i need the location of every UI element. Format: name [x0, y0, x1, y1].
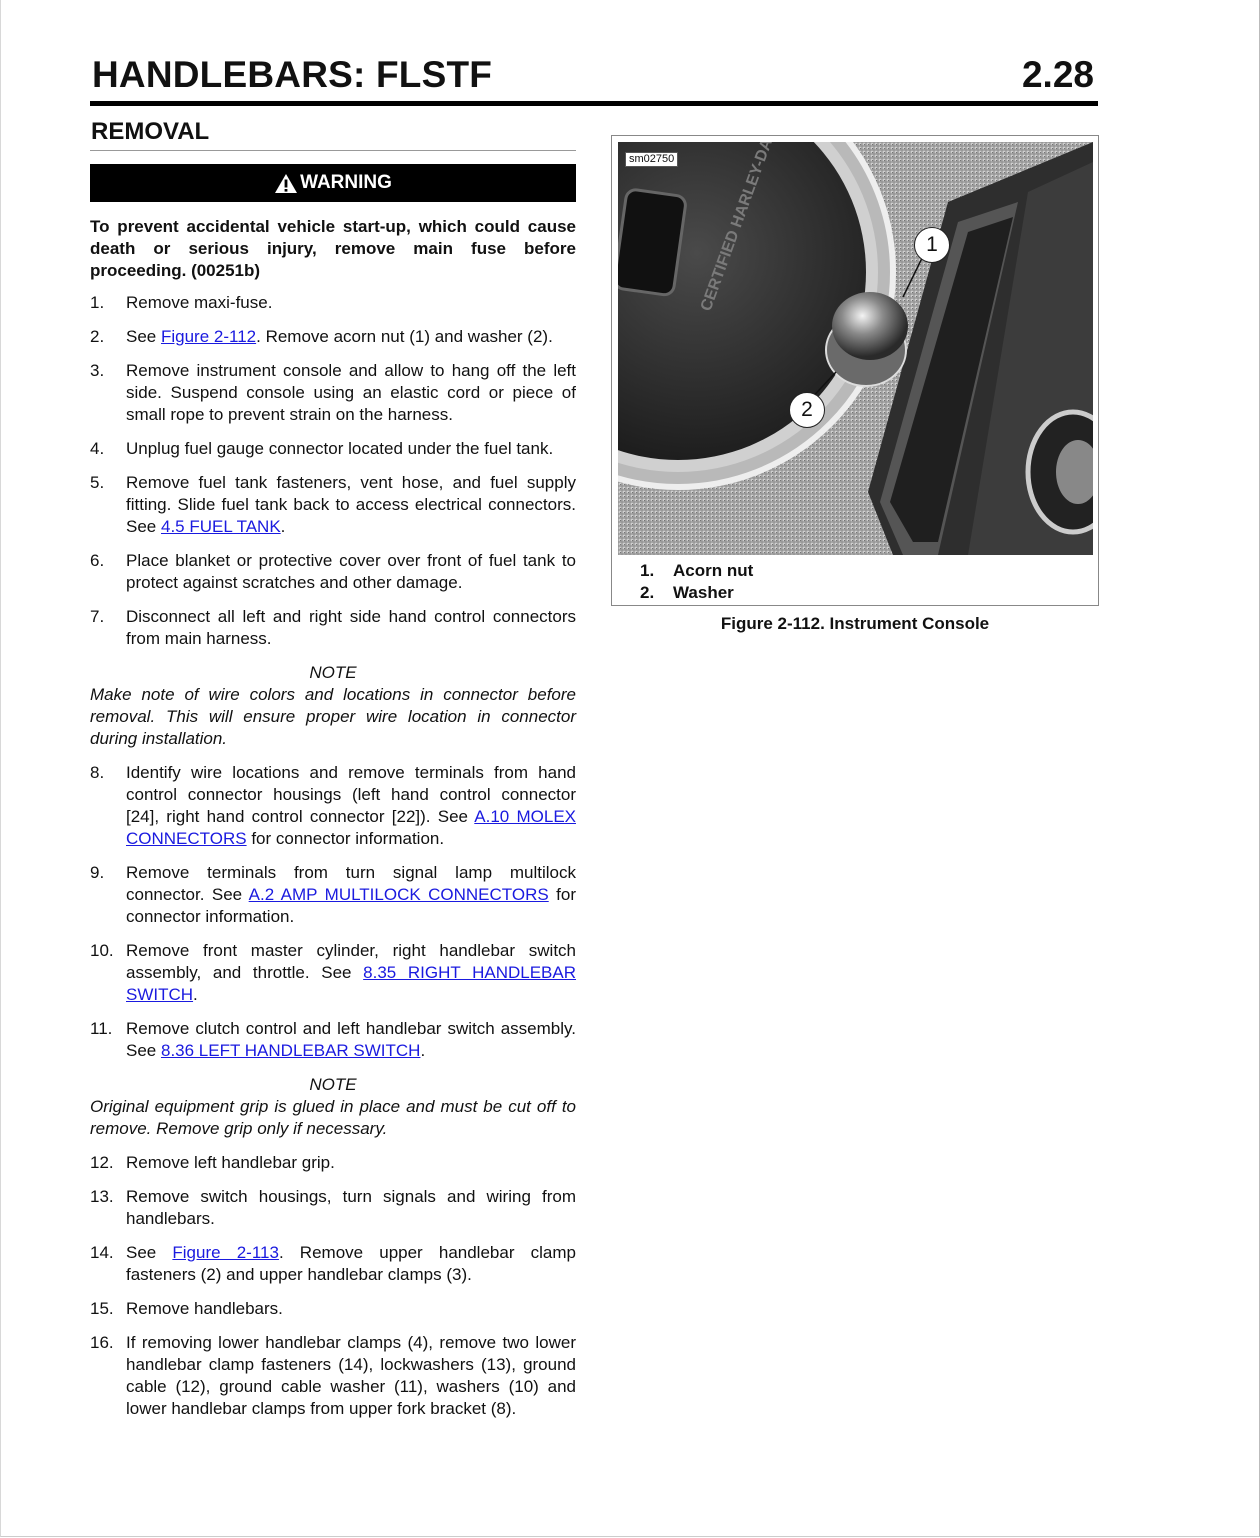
- note-heading: NOTE: [309, 663, 357, 682]
- legend-item: 1. Acorn nut: [640, 561, 754, 580]
- figure-2-113-link[interactable]: Figure 2-113: [172, 1243, 279, 1262]
- list-item: 1. Remove maxi-fuse.: [90, 293, 273, 312]
- figure-id-tag: sm02750: [625, 152, 678, 167]
- warning-banner: [90, 164, 576, 202]
- section-title: REMOVAL: [91, 118, 210, 145]
- warning-label: WARNING: [300, 172, 392, 193]
- list-item: 15. Remove handlebars.: [90, 1299, 283, 1318]
- list-item: 13. Remove switch housings, turn signals and wiring from handlebars.: [90, 1187, 576, 1228]
- list-item: 11. Remove clutch control and left handlebar switch assembly. See 8.36 LEFT HANDLEBAR SWITCH.: [90, 1019, 576, 1060]
- callout-1: 1: [914, 227, 950, 263]
- warning-text: To prevent accidental vehicle start-up, which could cause death or serious injury, remove main fuse before proceeding. (00251b): [90, 217, 576, 280]
- list-item: 6. Place blanket or protective cover over front of fuel tank to protect against scratches and other damage.: [90, 551, 576, 592]
- note-heading: NOTE: [309, 1075, 357, 1094]
- molex-connectors-link[interactable]: A.10 MOLEX CONNECTORS: [126, 807, 576, 848]
- note-text: Make note of wire colors and locations in connector before removal. This will ensure proper wire location in connector during installation.: [90, 685, 576, 748]
- section-rule: [90, 150, 576, 151]
- steps-list: [90, 292, 576, 1420]
- instrument-console-photo: [618, 142, 1093, 555]
- list-item: 9. Remove terminals from turn signal lamp multilock connector. See A.2 AMP MULTILOCK CONNECTORS for connector information.: [90, 863, 577, 926]
- list-item: 4. Unplug fuel gauge connector located under the fuel tank.: [90, 439, 554, 458]
- list-item: 16. If removing lower handlebar clamps (4), remove two lower handlebar clamp fasteners (14), lockwashers (13), ground cable (12), ground cable washer (11), washers (10) and lower handlebar clamps from upper fork bracket (8).: [90, 1333, 576, 1418]
- figure-2-112-link[interactable]: Figure 2-112: [160, 327, 257, 346]
- removal-column: [90, 118, 576, 1420]
- page-title: HANDLEBARS: FLSTF: [92, 54, 493, 95]
- right-handlebar-switch-link[interactable]: 8.35 RIGHT HANDLEBAR SWITCH: [126, 963, 577, 1004]
- legend-item: 2. Washer: [640, 583, 734, 602]
- console-photo-illustration: [618, 142, 1093, 555]
- figure-caption: Figure 2-112. Instrument Console: [720, 614, 990, 633]
- page-number: 2.28: [1021, 54, 1094, 95]
- list-item: 5. Remove fuel tank fasteners, vent hose, and fuel supply fitting. Slide fuel tank back to access electrical connectors. See 4.5 FUEL TANK.: [90, 473, 576, 536]
- list-item: 14. See Figure 2-113. Remove upper handlebar clamp fasteners (2) and upper handlebar clamps (3).: [90, 1243, 576, 1284]
- list-item: 3. Remove instrument console and allow to hang off the left side. Suspend console using an elastic cord or piece of small rope to prevent strain on the harness.: [90, 361, 576, 424]
- page-header: [90, 54, 1098, 102]
- left-handlebar-switch-link[interactable]: 8.36 LEFT HANDLEBAR SWITCH: [160, 1041, 421, 1060]
- list-item: 12. Remove left handlebar grip.: [90, 1153, 335, 1172]
- amp-multilock-link[interactable]: A.2 AMP MULTILOCK CONNECTORS: [248, 885, 549, 904]
- figure-box: [611, 135, 1099, 606]
- list-item: 10. Remove front master cylinder, right handlebar switch assembly, and throttle. See 8.35 RIGHT HANDLEBAR SWITCH.: [90, 941, 577, 1004]
- list-item: 7. Disconnect all left and right side hand control connectors from main harness.: [90, 607, 576, 648]
- callout-2: 2: [789, 392, 825, 428]
- list-item: 8. Identify wire locations and remove terminals from hand control connector housings (left hand control connector [24], right hand control connector [22]). See A.10 MOLEX CONNECTORS for connector information.: [90, 763, 576, 848]
- note-text: Original equipment grip is glued in place and must be cut off to remove. Remove grip only if necessary.: [90, 1097, 576, 1138]
- list-item: 2. See Figure 2-112. Remove acorn nut (1) and washer (2).: [90, 327, 553, 346]
- header-rule: [90, 101, 1098, 106]
- figure-legend: [640, 560, 753, 604]
- fuel-tank-link[interactable]: 4.5 FUEL TANK: [160, 517, 281, 536]
- warning-triangle-icon: [274, 173, 298, 194]
